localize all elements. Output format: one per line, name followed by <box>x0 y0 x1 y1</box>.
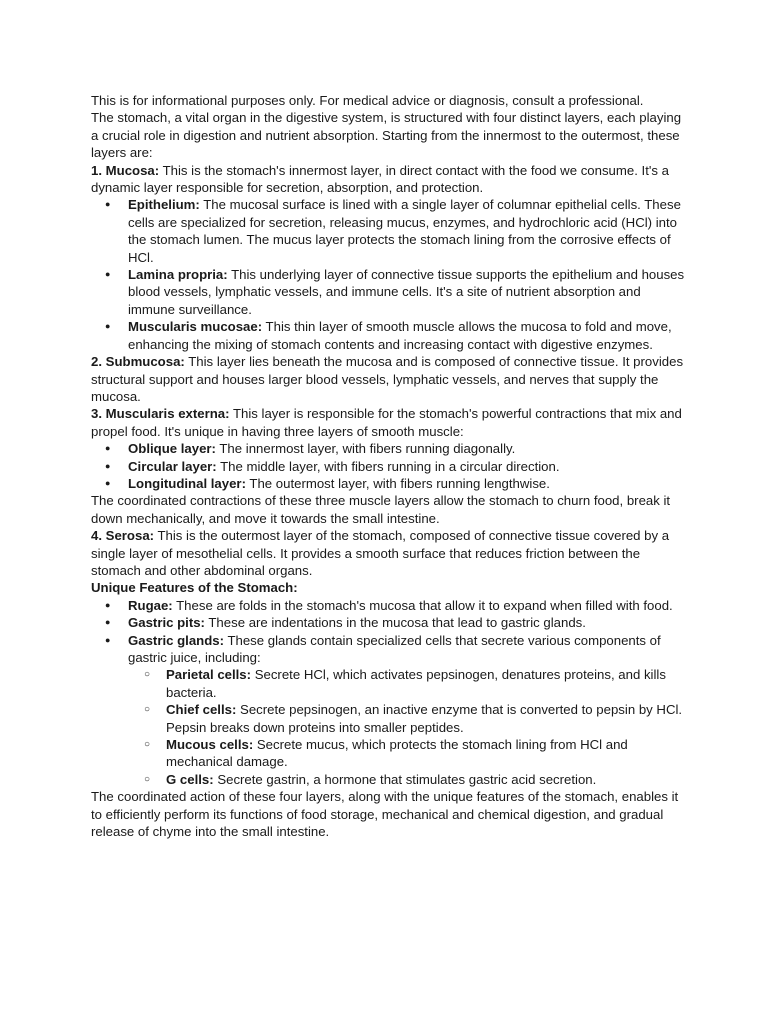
list-item-epithelium <box>91 196 691 266</box>
list-item-parietal-cells <box>128 666 691 701</box>
list-item-circular <box>91 458 691 475</box>
term: Rugae: <box>128 597 173 613</box>
serosa-text: This is the outermost layer of the stomach, composed of connective tissue covered by a single layer of mesothelial cells. It provides a smooth surface that reduces friction between the stomach and other abdominal organs. <box>91 528 670 578</box>
unique-features-list <box>91 597 691 788</box>
list-item-rugae <box>91 597 691 614</box>
list-item-chief-cells <box>128 701 691 736</box>
gastric-cells-list <box>128 666 691 788</box>
list-item-mucous-cells <box>128 736 691 771</box>
conclusion-paragraph: The coordinated action of these four layers, along with the unique features of the stomach, enables it to efficiently perform its functions of food storage, mechanical and chemical digestion, and gradual release of chyme into the small intestine. <box>91 789 679 840</box>
muscle-layers-list <box>91 440 691 492</box>
term: Gastric pits: <box>128 615 205 631</box>
submucosa-text: This layer lies beneath the mucosa and is composed of connective tissue. It provides structural support and houses larger blood vessels, lymphatic vessels, and nerves that supply the mucosa. <box>91 354 684 404</box>
term: Oblique layer: <box>128 441 216 457</box>
intro-paragraph: The stomach, a vital organ in the digestive system, is structured with four distinct layers, each playing a crucial role in digestion and nutrient absorption. Starting from the innermost to the outermost, these layers are: <box>91 110 682 161</box>
disclaimer: This is for informational purposes only. For medical advice or diagnosis, consult a professional. <box>91 93 644 108</box>
term: Circular layer: <box>128 458 217 474</box>
term: Lamina propria: <box>128 267 228 283</box>
description: Secrete HCl, which activates pepsinogen, denatures proteins, and kills bacteria. <box>166 667 666 700</box>
serosa-paragraph <box>91 527 691 579</box>
serosa-title: 4. Serosa: <box>91 528 155 544</box>
term: Chief cells: <box>166 702 237 718</box>
submucosa-title: 2. Submucosa: <box>91 354 185 370</box>
term: Mucous cells: <box>166 737 254 753</box>
document-body <box>91 92 691 840</box>
term: Longitudinal layer: <box>128 475 246 491</box>
list-item-longitudinal <box>91 475 691 492</box>
mucosa-title: 1. Mucosa: <box>91 162 160 178</box>
description: The outermost layer, with fibers running lengthwise. <box>245 475 550 491</box>
term: G cells: <box>166 771 214 787</box>
muscularis-after-paragraph: The coordinated contractions of these three muscle layers allow the stomach to churn food, break it down mechanically, and move it towards the small intestine. <box>91 493 671 526</box>
list-item-gastric-glands <box>91 632 691 789</box>
description: Secrete mucus, which protects the stomach lining from HCl and mechanical damage. <box>166 737 628 770</box>
muscularis-text: This layer is responsible for the stomach's powerful contractions that mix and propel food. It's unique in having three layers of smooth muscle: <box>91 406 682 439</box>
description: This thin layer of smooth muscle allows the mucosa to fold and move, enhancing the mixing of stomach contents and increasing contact with digestive enzymes. <box>128 319 672 352</box>
muscularis-paragraph <box>91 405 691 440</box>
description: These are indentations in the mucosa that lead to gastric glands. <box>204 615 586 631</box>
submucosa-paragraph <box>91 353 691 405</box>
mucosa-list <box>91 196 691 353</box>
description: These are folds in the stomach's mucosa that allow it to expand when filled with food. <box>172 597 673 613</box>
list-item-muscularis-mucosae <box>91 318 691 353</box>
muscularis-title: 3. Muscularis externa: <box>91 406 230 422</box>
description: Secrete gastrin, a hormone that stimulates gastric acid secretion. <box>213 771 597 787</box>
description: This underlying layer of connective tissue supports the epithelium and houses blood vessels, lymphatic vessels, and immune cells. It's a site of nutrient absorption and immune surveillance. <box>128 267 685 317</box>
unique-features-heading <box>91 579 691 596</box>
term: Epithelium: <box>128 197 200 213</box>
list-item-gastric-pits <box>91 614 691 631</box>
term: Parietal cells: <box>166 667 252 683</box>
description: The middle layer, with fibers running in a circular direction. <box>216 458 560 474</box>
description: These glands contain specialized cells that secrete various components of gastric juice, including: <box>128 632 661 665</box>
description: The mucosal surface is lined with a single layer of columnar epithelial cells. These cells are specialized for secretion, releasing mucus, enzymes, and hydrochloric acid (HCl) into the stomach lumen. The mucus layer protects the stomach lining from the corrosive effects of HCl. <box>128 197 681 265</box>
list-item-g-cells <box>128 771 691 788</box>
mucosa-text: This is the stomach's innermost layer, in direct contact with the food we consume. It's a dynamic layer responsible for secretion, absorption, and protection. <box>91 162 669 196</box>
list-item-oblique <box>91 440 691 457</box>
description: Secrete pepsinogen, an inactive enzyme that is converted to pepsin by HCl. Pepsin breaks down proteins into smaller peptides. <box>166 702 683 735</box>
term: Muscularis mucosae: <box>128 319 263 335</box>
term: Gastric glands: <box>128 632 225 648</box>
unique-features-heading-text: Unique Features of the Stomach: <box>91 580 298 596</box>
mucosa-paragraph <box>91 162 691 197</box>
description: The innermost layer, with fibers running diagonally. <box>215 441 516 457</box>
list-item-lamina-propria <box>91 266 691 318</box>
